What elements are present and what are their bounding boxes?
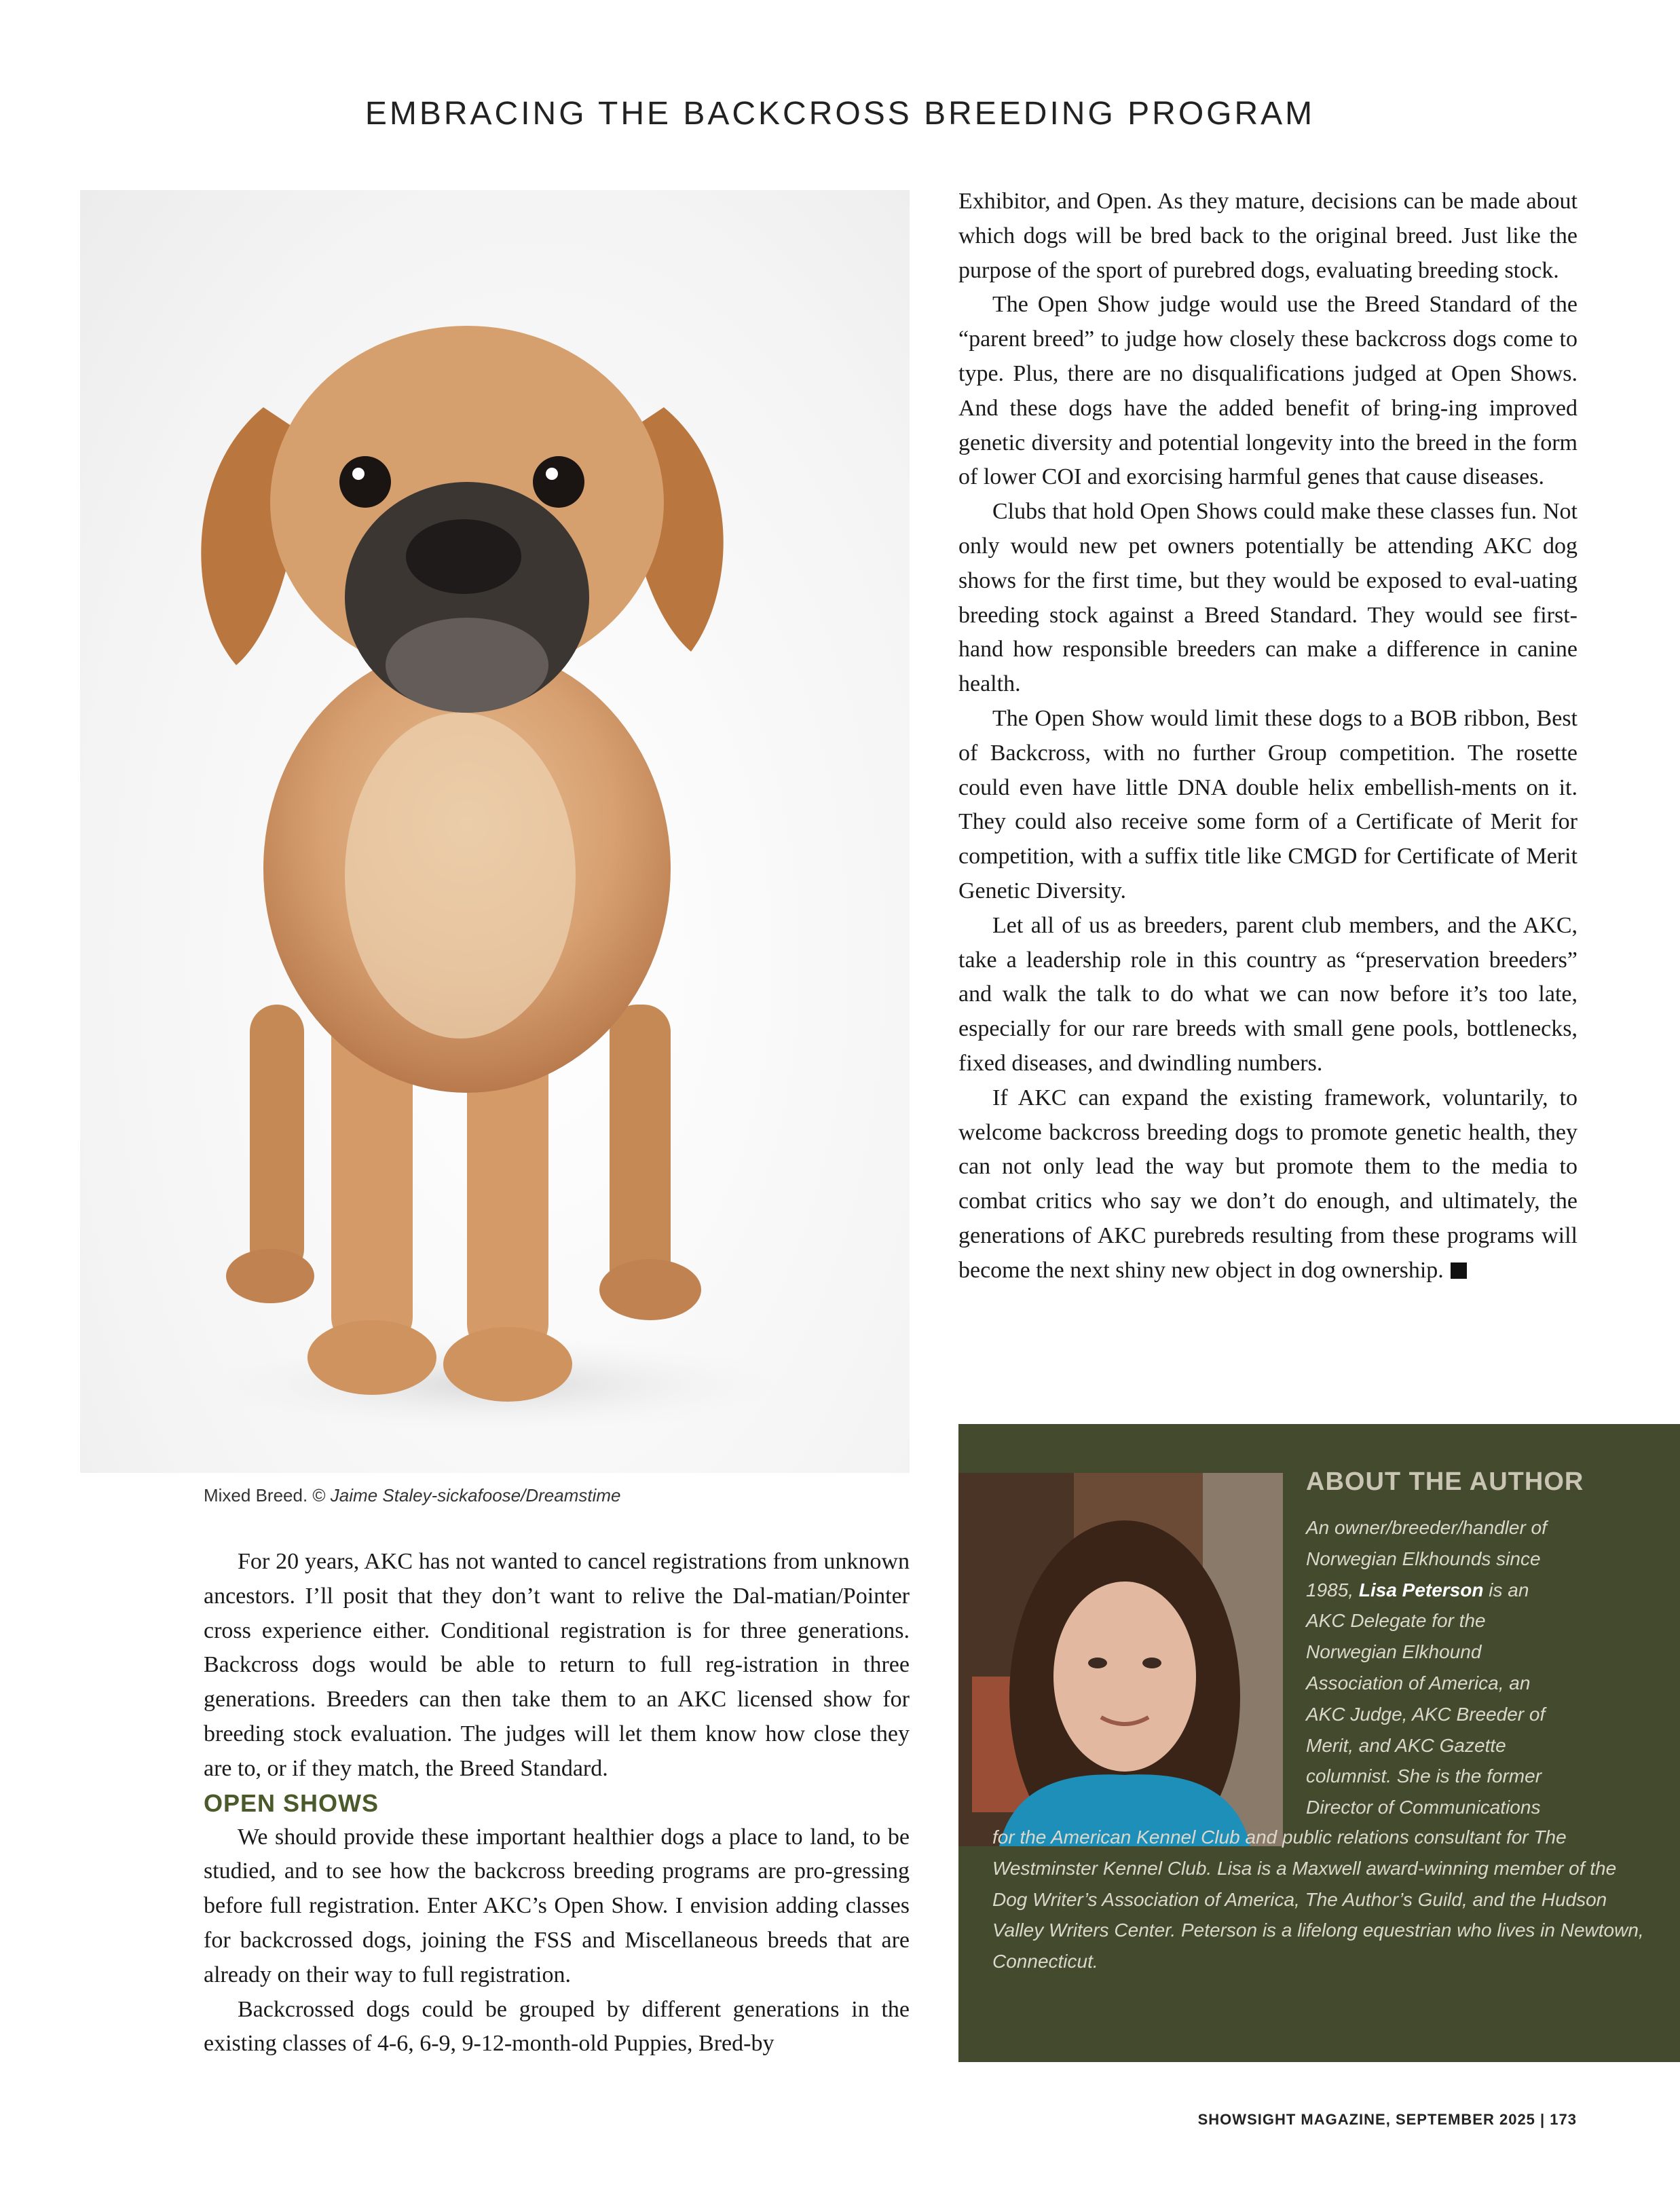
bio-text: is an AKC Delegate for the Norwegian Elkhound Association of America, an AKC Judge, AKC Breeder of Merit, and AKC Gazette columnist. She is the former Director of Communications [1306, 1579, 1546, 1818]
section-subhead: OPEN SHOWS [204, 1789, 379, 1817]
author-portrait [958, 1473, 1283, 1846]
paragraph-text: If AKC can expand the existing framework, voluntarily, to welcome backcross breeding dogs to promote genetic health, they can not only lead the way but promote them to the media to combat critics who say we don’t do enough, and ultimately, the generations of AKC purebreds resulting from these programs will become the next shiny new object in dog ownership. [958, 1085, 1578, 1283]
page-footer: SHOWSIGHT MAGAZINE, SEPTEMBER 2025 | 173 [1197, 2111, 1577, 2128]
author-bio-continued: for the American Kennel Club and public relations consultant for The Westminster Kennel Club. Lisa is a Maxwell award-winning member of the Dog Writer’s Association of America, The Author’s Guild, and the Hudson Valley Writers Center. Peterson is a lifelong equestrian who lives in Newtown, Connecticut. [992, 1827, 1644, 1972]
paragraph: We should provide these important healthier dogs a place to land, to be studied, and to see how the backcross breeding programs are pro-gressing before full registration. Enter AKC’s Open Show. I envision adding classes for backcrossed dogs, joining the FSS and Miscellaneous breeds that are already on their way to full registration. [204, 1824, 910, 1987]
right-column [958, 185, 1578, 1288]
caption-prefix: Mixed Breed. © [204, 1485, 331, 1505]
paragraph: Clubs that hold Open Shows could make these classes fun. Not only would new pet owners potentially be attending AKC dog shows for the first time, but they would be exposed to eval-uating breeding stock against a Breed Standard. They would see first-hand how responsible breeders can make a difference in canine health. [958, 499, 1578, 697]
author-name: Lisa Peterson [1358, 1579, 1484, 1601]
paragraph: Backcrossed dogs could be grouped by different generations in the existing classes of 4-6, 6-9, 9-12-month-old Puppies, Bred-by [204, 1996, 910, 2057]
bio-text: An owner/breeder/handler of Norwegian Elkhounds since 1985, [1306, 1517, 1547, 1601]
puppy-illustration [80, 190, 910, 1473]
author-photo [958, 1473, 1283, 1846]
photo-caption [204, 1485, 621, 1506]
paragraph: Exhibitor, and Open. As they mature, decisions can be made about which dogs will be bred back to the original breed. Just like the purpose of the sport of purebred dogs, evaluating breeding stock. [958, 189, 1578, 283]
paragraph: The Open Show would limit these dogs to a BOB ribbon, Best of Backcross, with no further Group competition. The rosette could even have little DNA double helix embellish-ments on it. They could also receive some form of a Certificate of Merit for competition, with a suffix title like CMGD for Certificate of Merit Genetic Diversity. [958, 705, 1578, 903]
about-the-author-box [958, 1424, 1680, 2062]
caption-credit: Jaime Staley-sickafoose/Dreamstime [330, 1485, 621, 1505]
left-column [204, 1545, 910, 2061]
mixed-breed-puppy-photo [80, 190, 910, 1473]
page-header: EMBRACING THE BACKCROSS BREEDING PROGRAM [365, 96, 1315, 132]
author-bio [1306, 1512, 1571, 1823]
paragraph: The Open Show judge would use the Breed Standard of the “parent breed” to judge how closely these backcross dogs come to type. Plus, there are no disqualifications judged at Open Shows. And these dogs have the added benefit of bring-ing improved genetic diversity and potential longevity into the breed in the form of lower COI and exorcising harmful genes that cause diseases. [958, 292, 1578, 490]
paragraph: For 20 years, AKC has not wanted to cancel registrations from unknown ancestors. I’ll posit that they don’t want to relive the Dal-matian/Pointer cross experience either. Conditional registration is for three generations. Backcross dogs would be able to return to full reg-istration in three generations. Breeders can then take them to an AKC licensed show for breeding stock evaluation. The judges will let them know how close they are to, or if they match, the Breed Standard. [204, 1549, 910, 1781]
end-mark-icon [1451, 1262, 1467, 1279]
paragraph-final [958, 1081, 1578, 1288]
author-heading: ABOUT THE AUTHOR [1306, 1467, 1584, 1496]
paragraph: Let all of us as breeders, parent club members, and the AKC, take a leadership role in this country as “preservation breeders” and walk the talk to do what we can now before it’s too late, especially for our rare breeds with small gene pools, bottlenecks, fixed diseases, and dwindling numbers. [958, 912, 1578, 1076]
